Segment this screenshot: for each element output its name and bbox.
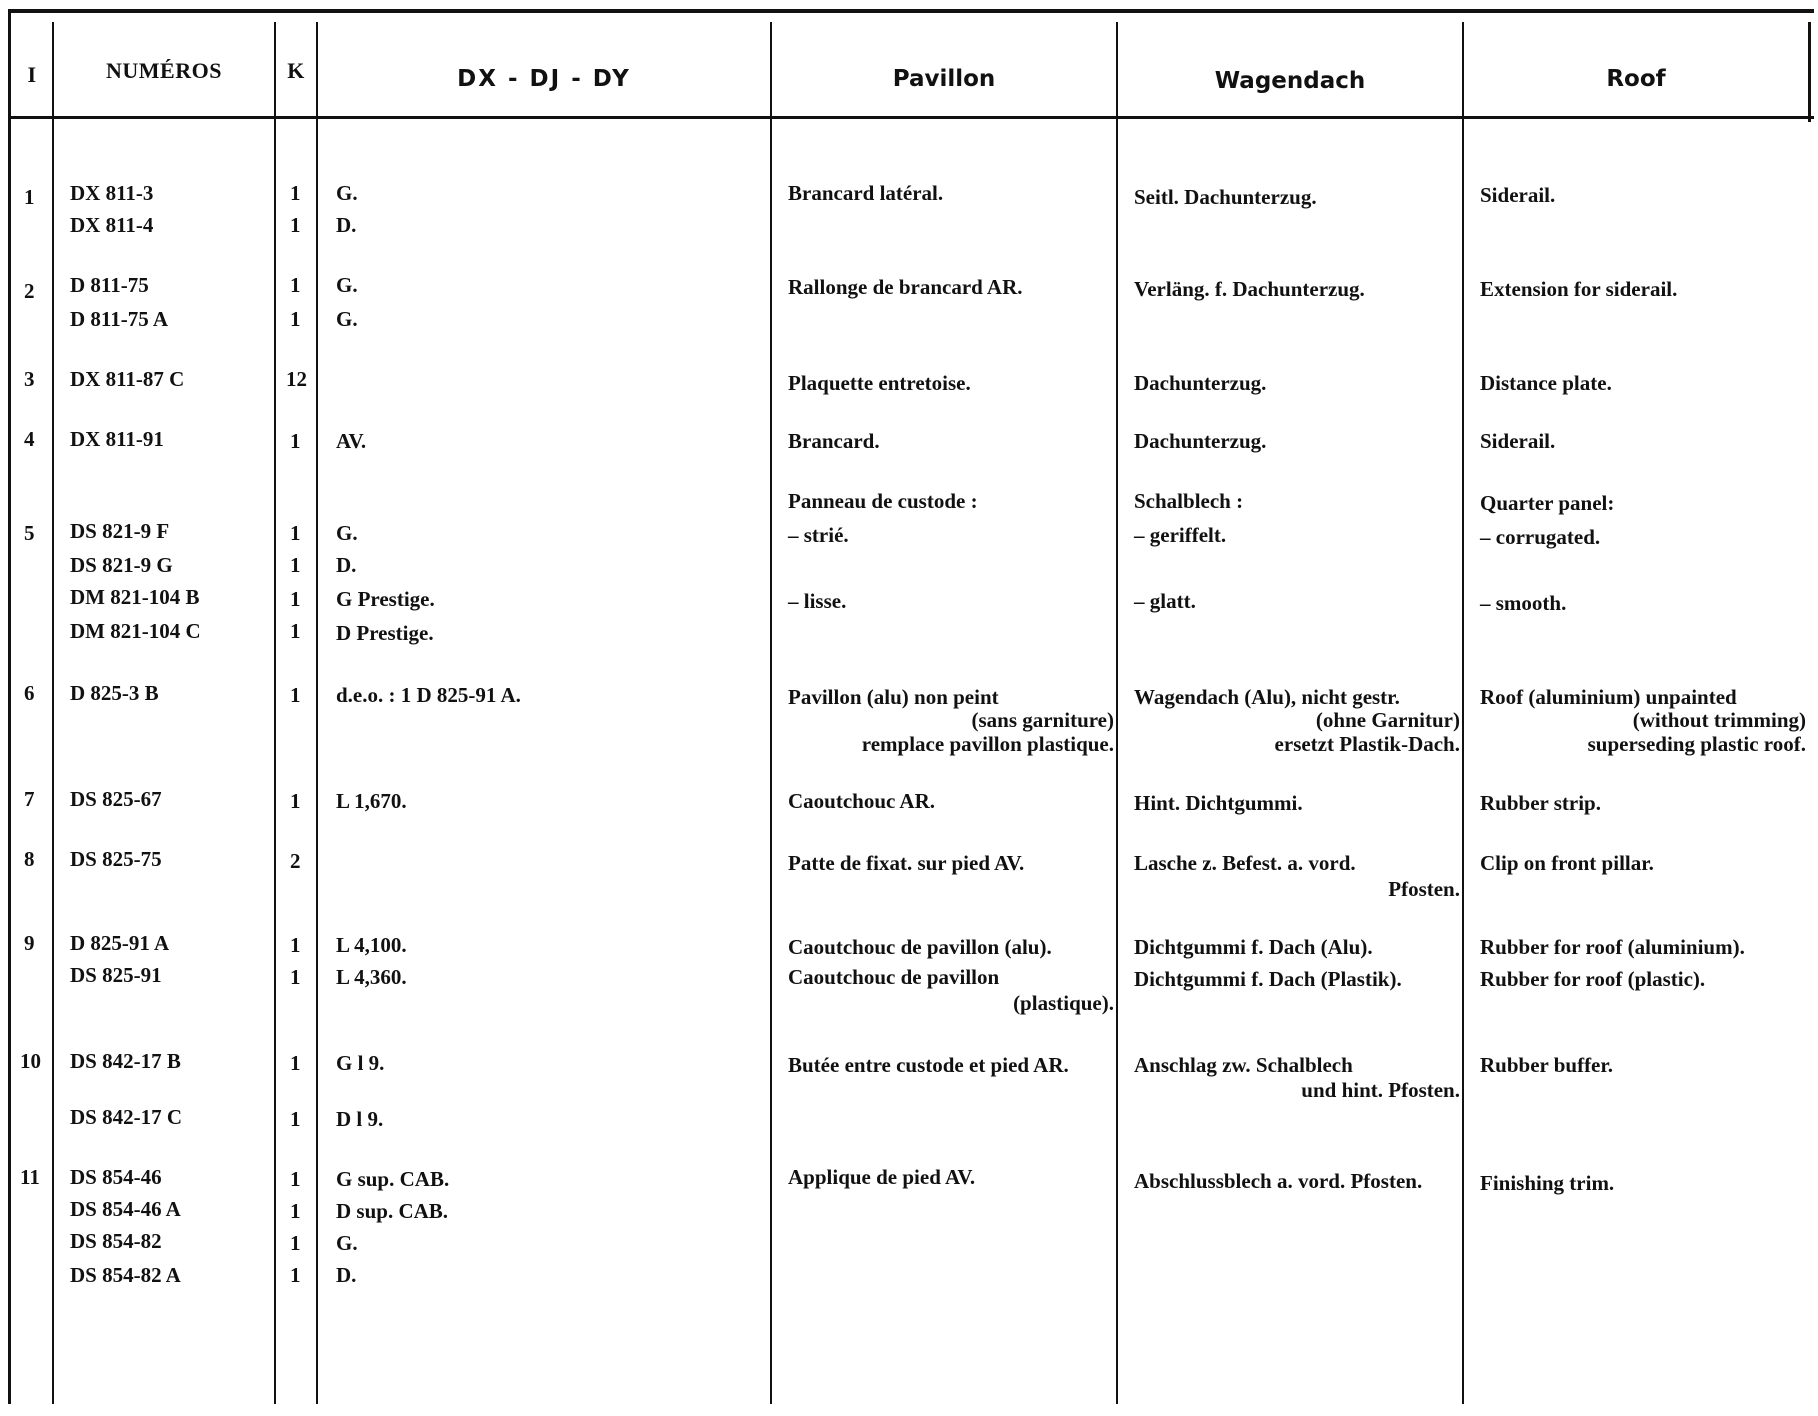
desc-german: – geriffelt. xyxy=(1134,523,1227,547)
col-rule-right xyxy=(1808,22,1811,122)
part-number: DX 811-87 C xyxy=(70,367,185,391)
desc-german: Dichtgummi f. Dach (Plastik). xyxy=(1134,967,1402,991)
part-note: d.e.o. : 1 D 825-91 A. xyxy=(336,683,521,707)
row-index: 5 xyxy=(24,521,35,545)
part-number: DS 825-91 xyxy=(70,963,162,987)
col-rule-4 xyxy=(770,22,772,1404)
col-rule-left xyxy=(8,9,11,1404)
row-index: 11 xyxy=(20,1165,40,1189)
desc-german: Seitl. Dachunterzug. xyxy=(1134,185,1317,209)
part-number: D 811-75 A xyxy=(70,307,169,331)
header-separator xyxy=(8,116,1814,119)
part-note: D. xyxy=(336,213,357,237)
part-quantity: 1 xyxy=(290,307,301,331)
part-note: G. xyxy=(336,181,358,205)
header-models: DX - DJ - DY xyxy=(457,66,631,92)
part-quantity: 1 xyxy=(290,933,301,957)
part-number: DS 825-67 xyxy=(70,787,162,811)
part-quantity: 1 xyxy=(290,521,301,545)
part-quantity: 1 xyxy=(290,213,301,237)
desc-german: Schalblech : xyxy=(1134,489,1244,513)
desc-german: Abschlussblech a. vord. Pfosten. xyxy=(1134,1169,1423,1193)
desc-german: Lasche z. Befest. a. vord. xyxy=(1134,851,1356,875)
desc-english: Quarter panel: xyxy=(1480,491,1615,515)
desc-german: Dichtgummi f. Dach (Alu). xyxy=(1134,935,1373,959)
desc-german: Anschlag zw. Schalblech xyxy=(1134,1053,1353,1077)
desc-german: und hint. Pfosten. xyxy=(1301,1078,1460,1102)
part-number: D 811-75 xyxy=(70,273,149,297)
desc-german: Hint. Dichtgummi. xyxy=(1134,791,1303,815)
part-quantity: 1 xyxy=(290,965,301,989)
desc-french: Applique de pied AV. xyxy=(788,1165,976,1189)
part-quantity: 2 xyxy=(290,849,301,873)
part-quantity: 12 xyxy=(286,367,307,391)
part-note: G. xyxy=(336,521,358,545)
desc-french: Brancard latéral. xyxy=(788,181,944,205)
desc-english: Rubber for roof (plastic). xyxy=(1480,967,1706,991)
part-number: D 825-3 B xyxy=(70,681,159,705)
part-note: D Prestige. xyxy=(336,621,434,645)
part-number: DS 821-9 F xyxy=(70,519,170,543)
desc-english: Clip on front pillar. xyxy=(1480,851,1654,875)
desc-english: – smooth. xyxy=(1480,591,1567,615)
desc-german: (ohne Garnitur) xyxy=(1315,708,1460,732)
row-index: 1 xyxy=(24,185,35,209)
row-index: 7 xyxy=(24,787,35,811)
header-quantity: K xyxy=(287,58,305,83)
desc-german: Wagendach (Alu), nicht gestr. xyxy=(1134,685,1400,709)
part-quantity: 1 xyxy=(290,1107,301,1131)
part-note: L 4,100. xyxy=(336,933,407,957)
part-number: DS 821-9 G xyxy=(70,553,173,577)
header-numbers: NUMÉROS xyxy=(106,58,222,83)
part-quantity: 1 xyxy=(290,683,301,707)
desc-french: Caoutchouc de pavillon xyxy=(788,965,1000,989)
desc-french: – lisse. xyxy=(788,589,847,613)
top-border xyxy=(8,9,1814,13)
part-quantity: 1 xyxy=(290,1051,301,1075)
desc-german: Dachunterzug. xyxy=(1134,429,1267,453)
desc-french: Brancard. xyxy=(788,429,880,453)
desc-english: Roof (aluminium) unpainted xyxy=(1480,685,1737,709)
col-rule-3 xyxy=(316,22,318,1404)
part-number: D 825-91 A xyxy=(70,931,170,955)
desc-french: Caoutchouc AR. xyxy=(788,789,936,813)
part-note: AV. xyxy=(336,429,367,453)
part-quantity: 1 xyxy=(290,1263,301,1287)
col-rule-5 xyxy=(1116,22,1118,1404)
desc-french: Pavillon (alu) non peint xyxy=(788,685,999,709)
part-number: DX 811-3 xyxy=(70,181,154,205)
part-number: DM 821-104 B xyxy=(70,585,200,609)
desc-english: Rubber strip. xyxy=(1480,791,1601,815)
desc-english: – corrugated. xyxy=(1480,525,1601,549)
part-note: G sup. CAB. xyxy=(336,1167,450,1191)
part-note: G Prestige. xyxy=(336,587,435,611)
part-number: DS 854-46 A xyxy=(70,1197,181,1221)
desc-english: Rubber for roof (aluminium). xyxy=(1480,935,1745,959)
desc-french: Patte de fixat. sur pied AV. xyxy=(788,851,1025,875)
desc-german: Dachunterzug. xyxy=(1134,371,1267,395)
col-rule-1 xyxy=(52,22,54,1404)
part-note: D. xyxy=(336,1263,357,1287)
row-index: 9 xyxy=(24,931,35,955)
part-note: D. xyxy=(336,553,357,577)
desc-french: remplace pavillon plastique. xyxy=(861,732,1114,756)
part-quantity: 1 xyxy=(290,429,301,453)
row-index: 4 xyxy=(24,427,35,451)
row-index: 6 xyxy=(24,681,35,705)
row-index: 8 xyxy=(24,847,35,871)
desc-french: – strié. xyxy=(788,523,849,547)
header-french: Pavillon xyxy=(892,66,996,92)
desc-german: ersetzt Plastik-Dach. xyxy=(1274,732,1460,756)
part-quantity: 1 xyxy=(290,587,301,611)
desc-french: Plaquette entretoise. xyxy=(788,371,971,395)
part-number: DS 825-75 xyxy=(70,847,162,871)
desc-german: Pfosten. xyxy=(1388,877,1460,901)
part-quantity: 1 xyxy=(290,789,301,813)
part-note: L 1,670. xyxy=(336,789,407,813)
desc-english: superseding plastic roof. xyxy=(1587,732,1806,756)
row-index: 3 xyxy=(24,367,35,391)
part-note: D sup. CAB. xyxy=(336,1199,449,1223)
desc-french: Rallonge de brancard AR. xyxy=(788,275,1023,299)
part-quantity: 1 xyxy=(290,619,301,643)
part-quantity: 1 xyxy=(290,181,301,205)
part-note: D l 9. xyxy=(336,1107,384,1131)
part-quantity: 1 xyxy=(290,1199,301,1223)
part-number: DS 842-17 C xyxy=(70,1105,183,1129)
part-note: G l 9. xyxy=(336,1051,385,1075)
desc-german: Verläng. f. Dachunterzug. xyxy=(1134,277,1365,301)
desc-french: Butée entre custode et pied AR. xyxy=(788,1053,1069,1077)
part-quantity: 1 xyxy=(290,553,301,577)
part-note: G. xyxy=(336,1231,358,1255)
part-number: DX 811-91 xyxy=(70,427,164,451)
desc-english: Extension for siderail. xyxy=(1480,277,1678,301)
part-note: L 4,360. xyxy=(336,965,407,989)
desc-german: – glatt. xyxy=(1134,589,1196,613)
part-number: DS 842-17 B xyxy=(70,1049,181,1073)
desc-english: Finishing trim. xyxy=(1480,1171,1615,1195)
part-number: DX 811-4 xyxy=(70,213,154,237)
desc-english: Distance plate. xyxy=(1480,371,1612,395)
row-index: 2 xyxy=(24,279,35,303)
part-number: DS 854-82 xyxy=(70,1229,162,1253)
part-note: G. xyxy=(336,273,358,297)
desc-english: Siderail. xyxy=(1480,429,1556,453)
part-number: DS 854-46 xyxy=(70,1165,162,1189)
desc-french: Caoutchouc de pavillon (alu). xyxy=(788,935,1052,959)
row-index: 10 xyxy=(20,1049,41,1073)
desc-english: Rubber buffer. xyxy=(1480,1053,1614,1077)
desc-french: Panneau de custode : xyxy=(788,489,978,513)
desc-french: (sans garniture) xyxy=(971,708,1114,732)
part-note: G. xyxy=(336,307,358,331)
header-index: I xyxy=(27,62,37,87)
part-number: DS 854-82 A xyxy=(70,1263,181,1287)
desc-english: (without trimming) xyxy=(1632,708,1806,732)
col-rule-2 xyxy=(274,22,276,1404)
header-german: Wagendach xyxy=(1214,68,1366,94)
header-english: Roof xyxy=(1606,66,1666,92)
col-rule-6 xyxy=(1462,22,1464,1404)
part-quantity: 1 xyxy=(290,1231,301,1255)
desc-french: (plastique). xyxy=(1013,991,1114,1015)
part-number: DM 821-104 C xyxy=(70,619,201,643)
part-quantity: 1 xyxy=(290,273,301,297)
part-quantity: 1 xyxy=(290,1167,301,1191)
desc-english: Siderail. xyxy=(1480,183,1556,207)
